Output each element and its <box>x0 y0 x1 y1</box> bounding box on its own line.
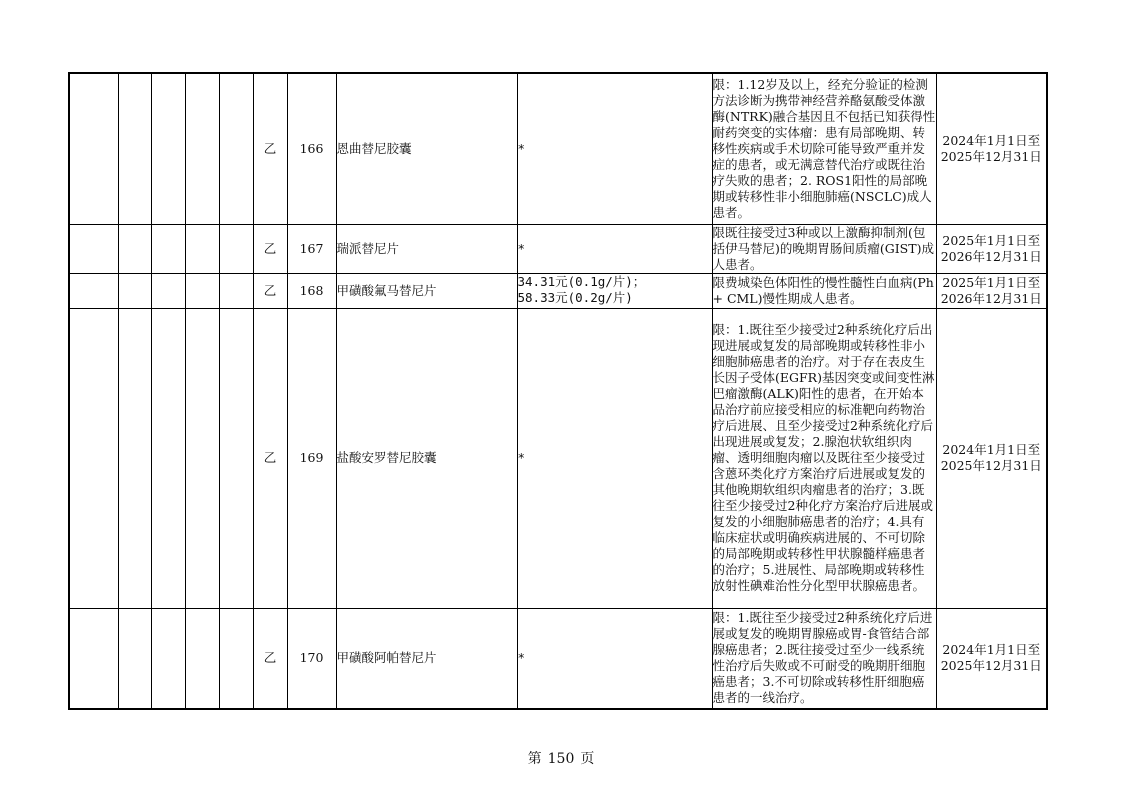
page-prefix: 第 <box>527 751 542 767</box>
empty-cell <box>69 73 118 224</box>
period-line: 2025年12月31日 <box>940 458 1042 473</box>
drug-remark-cell: 限既往接受过3种或以上激酶抑制剂(包括伊马替尼)的晚期胃肠间质瘤(GIST)成人患者。 <box>712 224 936 273</box>
drug-number-cell: 169 <box>287 308 336 608</box>
drug-number-cell: 170 <box>287 608 336 709</box>
drug-remark-cell: 限：1.既往至少接受过2种系统化疗后出现进展或复发的局部晚期或转移性非小细胞肺癌患者的治疗。对于存在表皮生长因子受体(EGFR)基因突变或间变性淋巴瘤激酶(ALK)阳性的患者，在开始本品治疗前应接受相应的标准靶向药物治疗后进展、且至少接受过2种系统化疗后出现进展或复发；2.腺泡状软组织肉瘤、透明细胞肉瘤以及既往至少接受过含蒽环类化疗方案治疗后进展或复发的其他晚期软组织肉瘤患者的治疗；3.既往至少接受过2种化疗方案治疗后进展或复发的小细胞肺癌患者的治疗；4.具有临床症状或明确疾病进展的、不可切除的局部晚期或转移性甲状腺髓样癌患者的治疗；5.进展性、局部晚期或转移性放射性碘难治性分化型甲状腺癌患者。 <box>712 308 936 608</box>
empty-cell <box>118 224 151 273</box>
table-row <box>69 608 1047 709</box>
drug-number-cell: 168 <box>287 273 336 308</box>
empty-cell <box>151 273 185 308</box>
empty-cell <box>69 273 118 308</box>
empty-cell <box>219 73 253 224</box>
period-line: 2024年1月1日至 <box>942 132 1041 148</box>
empty-cell <box>151 73 185 224</box>
empty-cell <box>219 224 253 273</box>
table-row <box>69 273 1047 308</box>
drug-price-cell <box>517 273 712 308</box>
empty-cell <box>118 73 151 224</box>
drug-remark-cell: 限：1.既往至少接受过2种系统化疗后进展或复发的晚期胃腺癌或胃-食管结合部腺癌患者；2.既往接受过至少一线系统性治疗后失败或不可耐受的晚期肝细胞癌患者；3.不可切除或转移性肝细胞癌患者的一线治疗。 <box>712 608 936 709</box>
period-line: 2024年1月1日至 <box>942 442 1041 457</box>
page-suffix: 页 <box>580 751 595 767</box>
period-line: 2026年12月31日 <box>940 290 1042 306</box>
price-line: * <box>517 450 526 465</box>
drug-period-cell <box>936 224 1047 273</box>
drug-price-cell <box>517 608 712 709</box>
empty-cell <box>185 224 219 273</box>
drug-name-cell: 甲磺酸氟马替尼片 <box>336 273 517 308</box>
drug-number-cell: 167 <box>287 224 336 273</box>
page-number <box>0 748 1122 768</box>
empty-cell <box>151 608 185 709</box>
period-line: 2025年12月31日 <box>940 148 1042 164</box>
drug-remark-cell: 限：1.12岁及以上，经充分验证的检测方法诊断为携带神经营养酪氨酸受体激酶(NTRK)融合基因且不包括已知获得性耐药突变的实体瘤：患有局部晚期、转移性疾病或手术切除可能导致严重并发症的患者，或无满意替代治疗或既往治疗失败的患者；2. ROS1阳性的局部晚期或转移性非小细胞肺癌(NSCLC)成人患者。 <box>712 73 936 224</box>
drug-period-cell <box>936 608 1047 709</box>
drug-price-cell <box>517 224 712 273</box>
period-line: 2025年1月1日至 <box>942 274 1041 290</box>
empty-cell <box>151 224 185 273</box>
drug-name-cell: 瑞派替尼片 <box>336 224 517 273</box>
drug-period-cell <box>936 273 1047 308</box>
price-line: * <box>517 140 526 156</box>
period-line: 2024年1月1日至 <box>942 642 1041 658</box>
drug-name-cell: 恩曲替尼胶囊 <box>336 73 517 224</box>
drug-class-cell: 乙 <box>253 224 287 273</box>
empty-cell <box>69 608 118 709</box>
drug-period-cell <box>936 308 1047 608</box>
price-line: 34.31元(0.1g/片)； <box>517 273 646 289</box>
period-line: 2025年1月1日至 <box>942 232 1041 248</box>
drug-class-cell: 乙 <box>253 308 287 608</box>
price-line: * <box>517 240 526 256</box>
price-line: * <box>517 650 526 666</box>
drug-price-cell <box>517 308 712 608</box>
empty-cell <box>185 608 219 709</box>
empty-cell <box>185 308 219 608</box>
empty-cell <box>151 308 185 608</box>
drug-period-cell <box>936 73 1047 224</box>
empty-cell <box>219 273 253 308</box>
drug-class-cell: 乙 <box>253 273 287 308</box>
period-line: 2026年12月31日 <box>940 248 1042 264</box>
table-row <box>69 73 1047 224</box>
table-row <box>69 224 1047 273</box>
empty-cell <box>118 308 151 608</box>
empty-cell <box>69 308 118 608</box>
empty-cell <box>69 224 118 273</box>
drug-class-cell: 乙 <box>253 73 287 224</box>
empty-cell <box>118 608 151 709</box>
empty-cell <box>118 273 151 308</box>
drug-table <box>68 72 1048 710</box>
drug-class-cell: 乙 <box>253 608 287 709</box>
page-value: 150 <box>547 751 575 767</box>
drug-price-cell <box>517 73 712 224</box>
drug-remark-cell: 限费城染色体阳性的慢性髓性白血病(Ph+ CML)慢性期成人患者。 <box>712 273 936 308</box>
empty-cell <box>185 73 219 224</box>
table-row <box>69 308 1047 608</box>
drug-name-cell: 甲磺酸阿帕替尼片 <box>336 608 517 709</box>
period-line: 2025年12月31日 <box>940 658 1042 674</box>
drug-number-cell: 166 <box>287 73 336 224</box>
drug-name-cell: 盐酸安罗替尼胶囊 <box>336 308 517 608</box>
empty-cell <box>219 308 253 608</box>
empty-cell <box>185 273 219 308</box>
price-line: 58.33元(0.2g/片) <box>517 289 633 305</box>
empty-cell <box>219 608 253 709</box>
